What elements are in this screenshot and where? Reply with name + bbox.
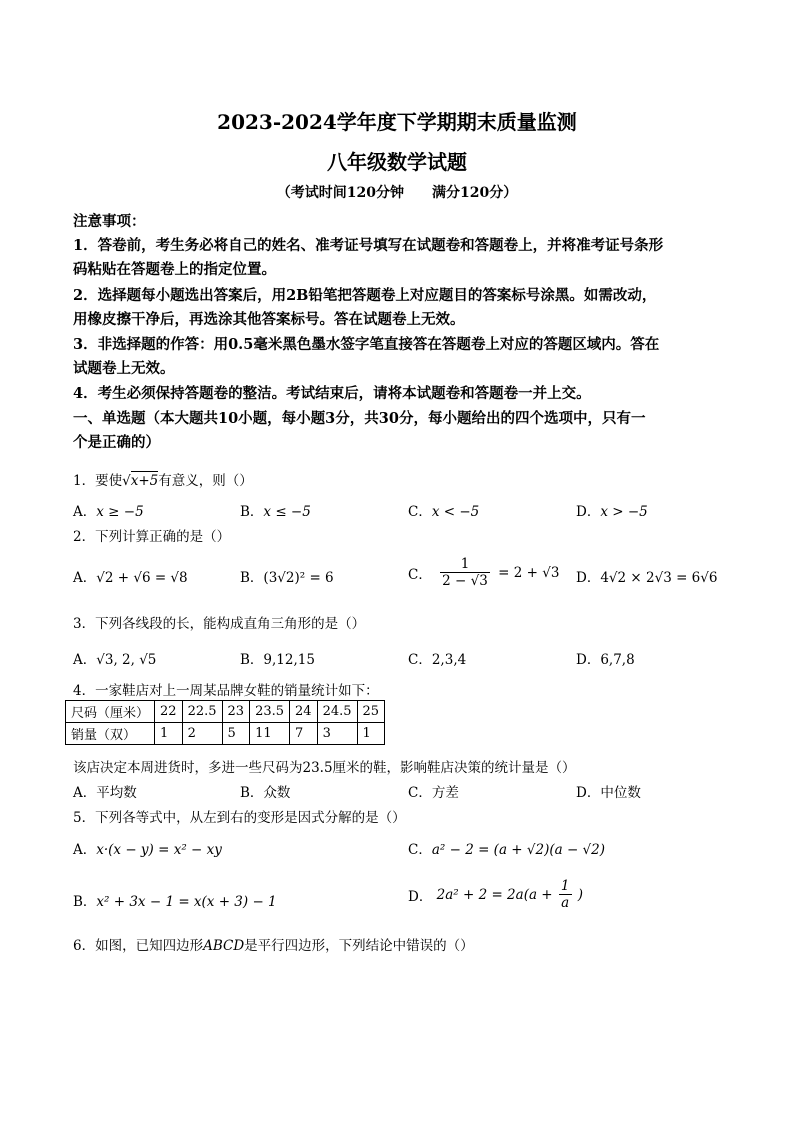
question-6: 6．如图，已知四边形ABCD是平行四边形，下列结论中错误的（） [73,938,474,954]
question-1: 1．要使√x+5有意义，则（） [73,473,253,489]
note-line: 试题卷上无效。 [73,360,175,377]
q2-option-a[interactable]: A．√2 + √6 = √8 [73,570,188,586]
note-line: 用橡皮擦干净后，再选涂其他答案标号。答在试题卷上无效。 [73,311,465,328]
question-4-stem2: 该店决定本周进货时，多进一些尺码为23.5厘米的鞋，影响鞋店决策的统计量是（） [73,760,576,776]
question-2: 2．下列计算正确的是（） [73,529,231,545]
note-line: 3．非选择题的作答：用0.5毫米黑色墨水签字笔直接答在答题卷上对应的答题区域内。答在 [73,336,660,353]
note-line: 1．答卷前，考生务必将自己的姓名、准考证号填写在试题卷和答题卷上，并将准考证号条形 [73,237,664,254]
table-cell: 23.5 [250,701,290,723]
exam-subtitle: 八年级数学试题 [327,150,467,174]
question-4: 4．一家鞋店对上一周某品牌女鞋的销量统计如下： [73,683,379,699]
q3-option-d[interactable]: D．6,7,8 [576,652,635,668]
q4-option-a[interactable]: A．平均数 [73,785,137,801]
section-heading: 一、单选题（本大题共10小题，每小题3分，共30分，每小题给出的四个选项中，只有一 [73,410,646,427]
table-row [66,701,385,723]
q5-option-d[interactable]: D． 2a² + 2 = 2a(a + $\frac{1}{a}$ ) [408,878,584,911]
q5-option-b[interactable]: B．x² + 3x − 1 = x(x + 3) − 1 [73,894,277,910]
table-cell: 11 [250,723,290,745]
fraction: $\frac{1}{2 - √3}$ [442,556,488,589]
q3-option-a[interactable]: A．√3, 2, √5 [73,652,157,668]
table-cell: 7 [290,723,318,745]
radicand: x+5 [130,473,159,489]
table-cell: 5 [222,723,250,745]
section-heading-cont: 个是正确的） [73,434,160,451]
table-cell: 24.5 [317,701,357,723]
question-3: 3．下列各线段的长，能构成直角三角形的是（） [73,616,366,632]
q5-option-c[interactable]: C．a² − 2 = (a + √2)(a − √2) [408,842,606,858]
table-cell: 24 [290,701,318,723]
table-cell: 尺码（厘米） [66,701,155,723]
table-cell: 1 [155,723,183,745]
q2-option-b[interactable]: B．(3√2)² = 6 [240,570,334,586]
table-cell: 22.5 [182,701,222,723]
q3-option-c[interactable]: C．2,3,4 [408,652,467,668]
q4-option-d[interactable]: D．中位数 [576,785,641,801]
note-line: 4．考生必须保持答题卷的整洁。考试结束后，请将本试题卷和答题卷一并上交。 [73,385,591,402]
sales-table [65,700,385,745]
q2-option-c[interactable]: C． $\frac{1}{2 - √3}$ = 2 + √3 [408,556,560,589]
table-cell: 2 [182,723,222,745]
note-line: 2．选择题每小题选出答案后，用2B铅笔把答题卷上对应题目的答案标号涂黑。如需改动， [73,287,657,304]
question-5: 5．下列各等式中，从左到右的变形是因式分解的是（） [73,810,406,826]
table-cell: 销量（双） [66,723,155,745]
exam-title: 2023-2024学年度下学期期末质量监测 [217,110,577,134]
table-cell: 3 [317,723,357,745]
q1-option-c[interactable]: C．x < −5 [408,504,480,520]
q1-option-a[interactable]: A．x ≥ −5 [73,504,144,520]
fraction: $\frac{1}{a}$ [560,878,570,911]
q4-option-c[interactable]: C．方差 [408,785,459,801]
q3-option-b[interactable]: B．9,12,15 [240,652,315,668]
table-cell: 23 [222,701,250,723]
table-cell: 22 [155,701,183,723]
table-cell: 25 [357,701,385,723]
q4-option-b[interactable]: B．众数 [240,785,291,801]
exam-info: （考试时间120分钟 满分120分） [276,185,518,201]
table-row [66,723,385,745]
table-cell: 1 [357,723,385,745]
q1-option-d[interactable]: D．x > −5 [576,504,648,520]
notes-heading: 注意事项： [73,213,146,230]
q5-option-a[interactable]: A．x·(x − y) = x² − xy [73,842,222,858]
note-line: 码粘贴在答题卷上的指定位置。 [73,261,276,278]
q1-option-b[interactable]: B．x ≤ −5 [240,504,311,520]
q2-option-d[interactable]: D．4√2 × 2√3 = 6√6 [576,570,718,586]
